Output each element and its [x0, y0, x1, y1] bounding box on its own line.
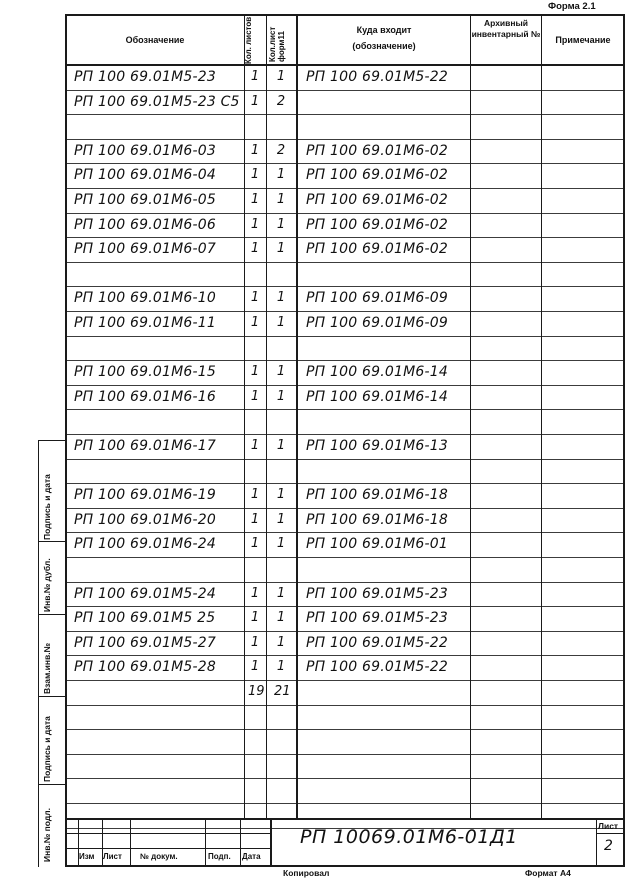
side-margin-divider-1 — [38, 440, 65, 441]
col-line-2 — [266, 14, 267, 819]
cell-sheets: 1 — [250, 216, 260, 232]
cell-designation: РП 100 69.01М6-10 — [74, 290, 216, 307]
cell-sheets: 19 — [248, 684, 265, 699]
cell-designation: РП 100 69.01М6-19 — [74, 487, 216, 504]
cell-designation: РП 100 69.01М6-05 — [74, 192, 216, 208]
cell-designation: РП 100 69.01М6-20 — [74, 511, 216, 528]
row-line — [65, 655, 624, 656]
cell-used-in: РП 100 69.01М5-23 — [306, 585, 448, 602]
cell-used-in: РП 100 69.01М6-02 — [306, 241, 448, 258]
cell-sheets: 1 — [250, 241, 260, 257]
cell-sheets: 1 — [250, 142, 260, 158]
header-designation: Обозначение — [125, 35, 185, 45]
row-line — [65, 286, 624, 287]
cell-designation: РП 100 69.01М6-15 — [74, 364, 216, 381]
cell-used-in: РП 100 69.01М6-02 — [306, 167, 448, 184]
footer-format: Формат А4 — [525, 868, 571, 878]
footer-copied: Копировал — [283, 868, 330, 878]
cell-designation: РП 100 69.01М6-17 — [74, 438, 216, 454]
cell-designation: РП 100 69.01М6-04 — [74, 167, 216, 184]
cell-format: 1 — [276, 216, 286, 232]
row-line — [65, 188, 624, 189]
cell-format: 1 — [276, 167, 286, 183]
header-used-in: Куда входит — [356, 25, 412, 35]
cell-format: 1 — [276, 610, 286, 626]
cell-designation: РП 100 69.01М6-24 — [74, 536, 216, 553]
cell-used-in: РП 100 69.01М6-02 — [306, 142, 448, 159]
col-line-1 — [244, 14, 245, 819]
cell-used-in: РП 100 69.01М6-09 — [306, 315, 448, 331]
cell-format: 1 — [276, 290, 286, 306]
title-block-top — [65, 818, 624, 820]
title-block-col-d — [205, 818, 206, 866]
row-line — [65, 778, 624, 779]
title-col-sheet: Лист — [103, 852, 122, 861]
cell-used-in: РП 100 69.01М6-09 — [306, 290, 448, 307]
row-line — [65, 360, 624, 361]
row-line — [65, 582, 624, 583]
cell-sheets: 1 — [250, 659, 260, 675]
cell-format: 1 — [276, 659, 286, 675]
cell-sheets: 1 — [250, 610, 260, 626]
row-line — [65, 409, 624, 410]
cell-format: 21 — [274, 684, 291, 699]
cell-used-in: РП 100 69.01М6-14 — [306, 388, 448, 405]
row-line — [65, 237, 624, 238]
title-col-date: Дата — [242, 852, 261, 861]
header-archive-no: Архивный инвентарный № — [471, 18, 541, 39]
col-line-4 — [470, 14, 471, 819]
cell-format: 1 — [276, 388, 286, 404]
cell-sheets: 1 — [250, 93, 260, 109]
cell-sheets: 1 — [250, 167, 260, 183]
row-line — [65, 311, 624, 312]
cell-sheets: 1 — [250, 585, 260, 601]
frame-left — [65, 14, 67, 867]
side-margin-divider-4 — [38, 696, 65, 697]
cell-used-in: РП 100 69.01М6-18 — [306, 487, 448, 504]
frame-right — [623, 14, 625, 867]
side-margin-divider-2 — [38, 541, 65, 542]
row-line — [65, 114, 624, 115]
header-used-in-sub: (обозначение) — [352, 41, 416, 51]
cell-used-in: РП 100 69.01М6-02 — [306, 192, 448, 208]
row-line — [65, 508, 624, 509]
cell-sheets: 1 — [250, 388, 260, 404]
cell-format: 1 — [276, 487, 286, 503]
title-sheet-label: Лист — [598, 821, 619, 831]
title-col-sign: Подп. — [208, 852, 231, 861]
cell-designation: РП 100 69.01М6-16 — [74, 388, 216, 405]
cell-format: 1 — [276, 438, 286, 453]
title-col-change: Изм — [79, 852, 95, 861]
cell-format: 1 — [276, 511, 286, 527]
side-margin-divider-3 — [38, 614, 65, 615]
title-col-doc: № докум. — [140, 852, 178, 861]
cell-sheets: 1 — [250, 634, 260, 650]
row-line — [65, 705, 624, 706]
cell-designation: РП 100 69.01М5-23 — [74, 69, 216, 85]
header-sheets-format: Кол.лист форм11 — [268, 26, 286, 62]
title-doc-code: РП 10069.01М6-01Д1 — [300, 826, 518, 848]
cell-sheets: 1 — [250, 487, 260, 503]
cell-used-in: РП 100 69.01М5-22 — [306, 69, 448, 85]
row-line — [65, 163, 624, 164]
row-line — [65, 754, 624, 755]
row-line — [65, 385, 624, 386]
row-line — [65, 139, 624, 140]
cell-designation: РП 100 69.01М5-23 С5 — [74, 93, 240, 110]
row-line — [65, 483, 624, 484]
cell-format: 2 — [276, 93, 286, 109]
cell-format: 1 — [276, 315, 286, 330]
cell-sheets: 1 — [250, 364, 260, 380]
cell-used-in: РП 100 69.01М5-23 — [306, 610, 448, 627]
cell-designation: РП 100 69.01М5-24 — [74, 585, 216, 602]
row-line — [65, 606, 624, 607]
title-block-sheet-row — [596, 833, 624, 834]
cell-format: 1 — [276, 536, 286, 552]
cell-sheets: 1 — [250, 315, 260, 330]
cell-format: 2 — [276, 142, 286, 158]
header-note: Примечание — [555, 35, 611, 45]
cell-sheets: 1 — [250, 536, 260, 552]
cell-sheets: 1 — [250, 192, 260, 207]
title-block-sheet-col — [596, 818, 597, 866]
title-block-col-e — [240, 818, 241, 866]
row-line — [65, 803, 624, 804]
cell-designation: РП 100 69.01М6-07 — [74, 241, 216, 258]
cell-used-in: РП 100 69.01М6-18 — [306, 511, 448, 528]
cell-format: 1 — [276, 69, 286, 84]
side-label-sign-date-top: Подпись и дата — [42, 474, 52, 540]
form-label: Форма 2.1 — [548, 1, 596, 12]
cell-used-in: РП 100 69.01М6-02 — [306, 216, 448, 233]
cell-designation: РП 100 69.01М6-11 — [74, 315, 216, 331]
cell-used-in: РП 100 69.01М5-22 — [306, 659, 448, 676]
header-sheets-count: Кол. листов — [244, 16, 253, 64]
title-block-col-f — [270, 818, 272, 866]
title-sheet-no: 2 — [604, 838, 614, 854]
cell-sheets: 1 — [250, 290, 260, 306]
cell-format: 1 — [276, 634, 286, 650]
row-line — [65, 90, 624, 91]
cell-sheets: 1 — [250, 511, 260, 527]
side-margin-divider-5 — [38, 784, 65, 785]
cell-format: 1 — [276, 585, 286, 601]
side-label-inv-dup: Инв.№ дубл. — [42, 558, 52, 612]
side-label-replace-inv: Взам.инв.№ — [42, 642, 52, 694]
row-line — [65, 680, 624, 681]
cell-designation: РП 100 69.01М5-27 — [74, 634, 216, 651]
col-line-3 — [296, 14, 298, 819]
cell-sheets: 1 — [250, 69, 260, 84]
cell-used-in: РП 100 69.01М6-13 — [306, 438, 448, 454]
row-line — [65, 213, 624, 214]
row-line — [65, 532, 624, 533]
side-margin-left-line — [38, 440, 39, 867]
cell-format: 1 — [276, 192, 286, 207]
side-label-sign-date-bottom: Подпись и дата — [42, 716, 52, 782]
cell-used-in: РП 100 69.01М6-01 — [306, 536, 448, 553]
frame-bottom — [65, 865, 624, 867]
cell-format: 1 — [276, 364, 286, 380]
row-line — [65, 434, 624, 435]
row-line — [65, 729, 624, 730]
side-label-inv-orig: Инв.№ подл. — [42, 807, 52, 862]
row-line — [65, 262, 624, 263]
cell-designation: РП 100 69.01М6-06 — [74, 216, 216, 233]
cell-used-in: РП 100 69.01М5-22 — [306, 634, 448, 651]
cell-sheets: 1 — [250, 438, 260, 453]
cell-used-in: РП 100 69.01М6-14 — [306, 364, 448, 381]
cell-designation: РП 100 69.01М5-28 — [74, 659, 216, 676]
title-block-col-c — [130, 818, 131, 866]
row-line — [65, 631, 624, 632]
row-line — [65, 557, 624, 558]
row-line — [65, 336, 624, 337]
col-line-5 — [541, 14, 542, 819]
cell-format: 1 — [276, 241, 286, 257]
cell-designation: РП 100 69.01М6-03 — [74, 142, 216, 159]
cell-designation: РП 100 69.01М5 25 — [74, 610, 216, 627]
row-line — [65, 459, 624, 460]
